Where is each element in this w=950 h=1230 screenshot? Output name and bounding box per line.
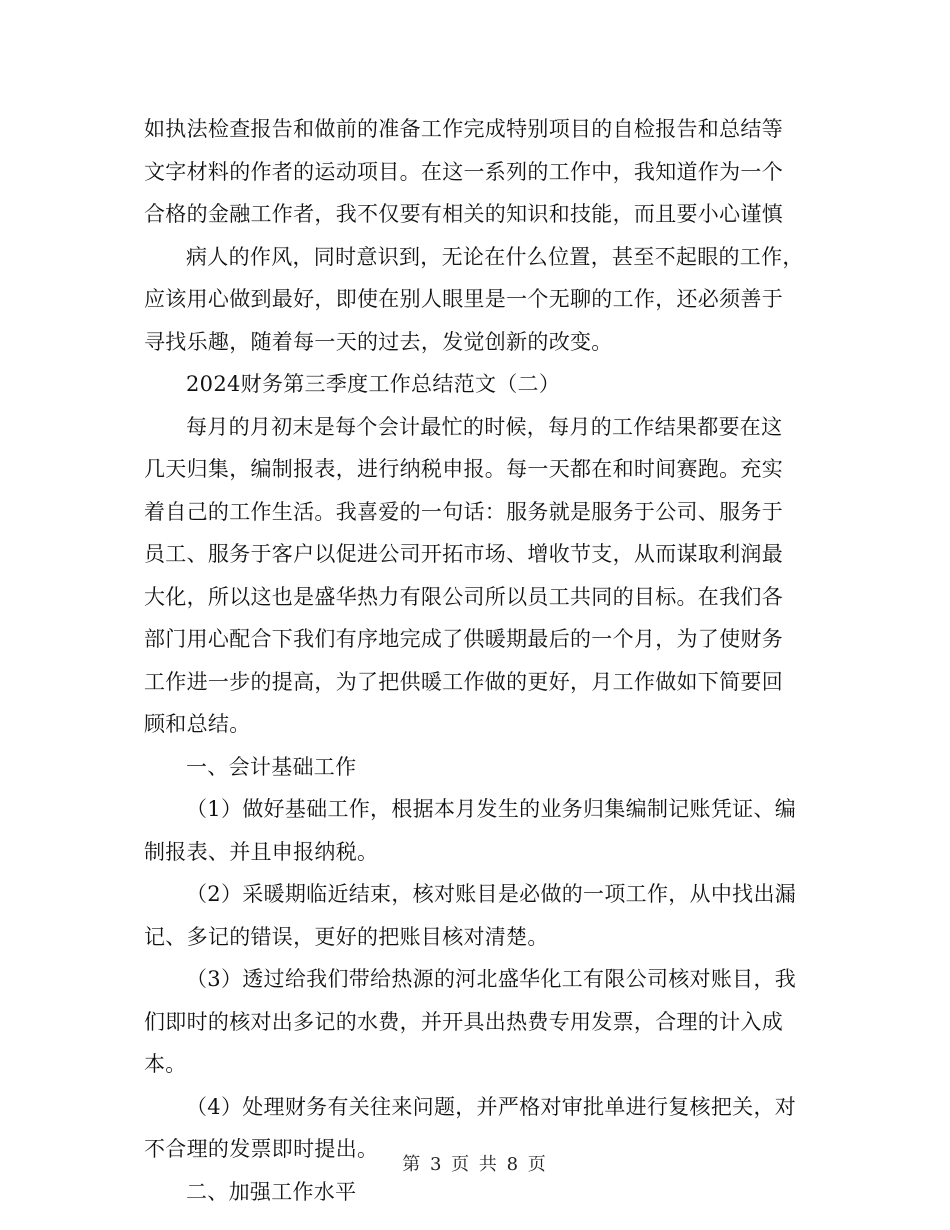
text-line-20: 记、多记的错误，更好的把账目核对清楚。 (144, 924, 549, 949)
text-line-12: 大化，所以这也是盛华热力有限公司所以员工共同的目标。在我们各 (144, 584, 783, 609)
text-line-18: 制报表、并且申报纳税。 (144, 839, 379, 864)
text-line-23: 本。 (144, 1052, 187, 1076)
text-line-11: 员工、服务于客户以促进公司开拓市场、增收节支，从而谋取利润最 (144, 542, 783, 566)
text-line-2: 文字材料的作者的运动项目。在这一系列的工作中，我知道作为一个 (144, 159, 783, 184)
text-line-4: 病人的作风，同时意识到，无论在什么位置，甚至不起眼的工作， (186, 244, 804, 269)
text-line-8: 每月的月初末是每个会计最忙的时候，每月的工作结果都要在这 (186, 414, 783, 439)
document-body (144, 108, 816, 1213)
text-line-15: 顾和总结。 (144, 712, 251, 736)
text-line-1: 如执法检查报告和做前的准备工作完成特别项目的自检报告和总结等 (144, 117, 783, 141)
heading-accounting-basics: 一、会计基础工作 (186, 754, 357, 779)
text-line-25: 不合理的发票即时提出。 (144, 1137, 379, 1161)
text-line-17: （1）做好基础工作，根据本月发生的业务归集编制记账凭证、编 (186, 797, 797, 821)
page-number: 第 3 页 共 8 页 (402, 1154, 548, 1175)
text-line-3: 合格的金融工作者，我不仅要有相关的知识和技能，而且要小心谨慎 (144, 202, 783, 226)
text-line-13: 部门用心配合下我们有序地完成了供暖期最后的一个月，为了使财务 (144, 627, 783, 651)
text-line-21: （3）透过给我们带给热源的河北盛华化工有限公司核对账目，我 (186, 967, 797, 991)
text-line-14: 工作进一步的提高，为了把供暖工作做的更好，月工作做如下简要回 (144, 669, 783, 694)
text-line-9: 几天归集，编制报表，进行纳税申报。每一天都在和时间赛跑。充实 (144, 457, 783, 481)
heading-work-level: 二、加强工作水平 (186, 1179, 357, 1204)
text-line-24: （4）处理财务有关往来问题，并严格对审批单进行复核把关，对 (186, 1094, 797, 1119)
text-line-5: 应该用心做到最好，即使在别人眼里是一个无聊的工作，还必须善于 (144, 287, 783, 311)
text-line-6: 寻找乐趣，随着每一天的过去，发觉创新的改变。 (144, 329, 613, 354)
text-line-22: 们即时的核对出多记的水费，并开具出热费专用发票，合理的计入成 (144, 1009, 783, 1034)
text-line-10: 着自己的工作生活。我喜爱的一句话：服务就是服务于公司、服务于 (144, 499, 783, 524)
section-title-2: 2024财务第三季度工作总结范文（二） (186, 372, 561, 396)
text-line-19: （2）采暖期临近结束，核对账目是必做的一项工作，从中找出漏 (186, 882, 797, 906)
